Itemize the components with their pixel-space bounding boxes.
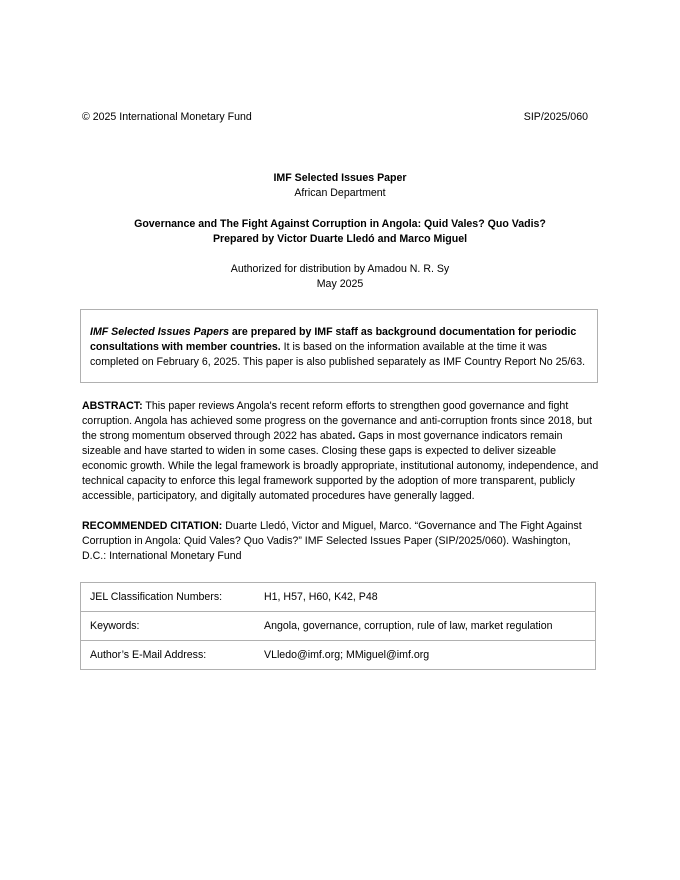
paper-title: Governance and The Fight Against Corruption in Angola: Quid Vales? Quo Vadis? xyxy=(134,218,546,230)
email-value: VLledo@imf.org; MMiguel@imf.org xyxy=(264,641,596,670)
paper-title-block xyxy=(82,217,598,247)
keywords-label: Keywords: xyxy=(81,612,265,641)
disclaimer-bold-text: are prepared by IMF staff as background documentation for periodic consultations with member countries. xyxy=(90,326,577,353)
citation-paragraph xyxy=(82,519,582,564)
abstract-text-part2: Gaps in most governance indicators remain sizeable and have started to widen in some cases. Closing these gaps is expected to deliver sizeable economic growth. While the legal framework is broadly appropriate, institutional autonomy, independence, and technical capacity to enforce this legal framework supported by the adoption of more transparent, publicly accessible, participatory, and digitally automated procedures have generally lagged. xyxy=(82,430,599,502)
disclaimer-box xyxy=(80,309,598,383)
citation-label: RECOMMENDED CITATION: xyxy=(82,520,223,532)
paper-authors: Prepared by Victor Duarte Lledó and Marco Miguel xyxy=(212,233,468,245)
publication-date: May 2025 xyxy=(316,278,364,290)
department-name: African Department xyxy=(294,187,386,199)
series-title: IMF Selected Issues Paper xyxy=(273,172,407,184)
email-label: Author’s E-Mail Address: xyxy=(81,641,265,670)
authorization-block xyxy=(82,262,598,292)
disclaimer-italic-lead: IMF Selected Issues Papers xyxy=(90,326,229,338)
table-row xyxy=(81,583,596,612)
page-header xyxy=(82,110,588,125)
jel-label: JEL Classification Numbers: xyxy=(81,583,265,612)
copyright-notice: © 2025 International Monetary Fund xyxy=(82,111,252,123)
table-row xyxy=(81,612,596,641)
authorization-text: Authorized for distribution by Amadou N. R. Sy xyxy=(230,263,450,275)
abstract-period: . xyxy=(352,430,356,442)
paper-id: SIP/2025/060 xyxy=(523,111,588,123)
series-block xyxy=(82,171,598,201)
metadata-table xyxy=(80,582,596,670)
jel-value: H1, H57, H60, K42, P48 xyxy=(264,583,596,612)
keywords-value: Angola, governance, corruption, rule of law, market regulation xyxy=(264,612,596,641)
abstract-paragraph xyxy=(82,399,602,504)
citation-text: Duarte Lledó, Victor and Miguel, Marco. “Governance and The Fight Against Corruption in Angola: Quid Vales? Quo Vadis?” IMF Selected Issues Paper (SIP/2025/060). Washington, D.C.: International Monetary Fund xyxy=(82,520,582,562)
disclaimer-plain-text: It is based on the information available at the time it was completed on February 6, 2025. This paper is also published separately as IMF Country Report No 25/63. xyxy=(90,341,586,368)
table-row xyxy=(81,641,596,670)
abstract-text-part1: This paper reviews Angola's recent reform efforts to strengthen good governance and fight corruption. Angola has achieved some progress on the governance and anti-corruption fronts since 2018, but the strong momentum observed through 2022 has abated xyxy=(82,400,592,442)
abstract-label: ABSTRACT: xyxy=(82,400,143,412)
